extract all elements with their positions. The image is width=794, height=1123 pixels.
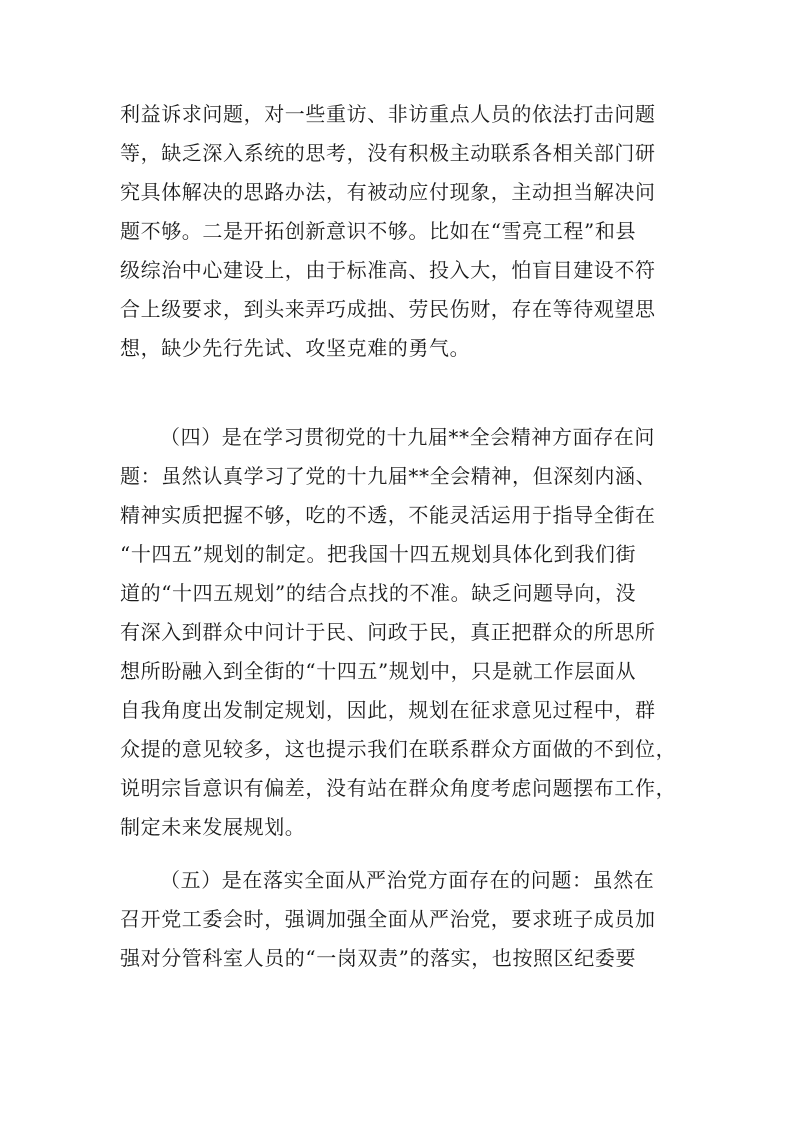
text-line: 精神实质把握不够，吃的不透，不能灵活运用于指导全街在 xyxy=(120,503,656,527)
paragraph-5-first-line: （五）是在落实全面从严治党方面存在的问题：虽然在 xyxy=(160,868,655,892)
text-line: 究具体解决的思路办法，有被动应付现象，主动担当解决问 xyxy=(120,180,656,204)
text-line: 自我角度出发制定规划，因此，规划在征求意见过程中，群 xyxy=(120,698,656,722)
text-line: 想所盼融入到全街的“十四五”规划中，只是就工作层面从 xyxy=(120,659,637,683)
text-line: 题：虽然认真学习了党的十九届**全会精神，但深刻内涵、 xyxy=(120,464,657,488)
text-line: 道的“十四五规划”的结合点找的不准。缺乏问题导向，没 xyxy=(120,581,637,605)
text-line: 想，缺少先行先试、攻坚克难的勇气。 xyxy=(120,336,471,360)
text-line: 有深入到群众中问计于民、问政于民，真正把群众的所思所 xyxy=(120,620,656,644)
text-line: 制定未来发展规划。 xyxy=(120,815,306,839)
text-line: 题不够。二是开拓创新意识不够。比如在“雪亮工程”和县 xyxy=(120,219,637,243)
text-line: 合上级要求，到头来弄巧成拙、劳民伤财，存在等待观望思 xyxy=(120,297,656,321)
text-line: 级综治中心建设上，由于标准高、投入大，怕盲目建设不符 xyxy=(120,258,656,282)
text-line: 利益诉求问题，对一些重访、非访重点人员的依法打击问题 xyxy=(120,102,656,126)
paragraph-4-first-line: （四）是在学习贯彻党的十九届**全会精神方面存在问 xyxy=(160,425,655,449)
text-line: 强对分管科室人员的“一岗双责”的落实，也按照区纪委要 xyxy=(120,946,637,970)
text-line: 说明宗旨意识有偏差，没有站在群众角度考虑问题摆布工作， xyxy=(120,776,677,800)
text-line: 召开党工委会时，强调加强全面从严治党，要求班子成员加 xyxy=(120,907,656,931)
text-line: “十四五”规划的制定。把我国十四五规划具体化到我们街 xyxy=(120,542,637,566)
text-line: 众提的意见较多，这也提示我们在联系群众方面做的不到位， xyxy=(120,737,677,761)
text-line: 等，缺乏深入系统的思考，没有积极主动联系各相关部门研 xyxy=(120,141,656,165)
